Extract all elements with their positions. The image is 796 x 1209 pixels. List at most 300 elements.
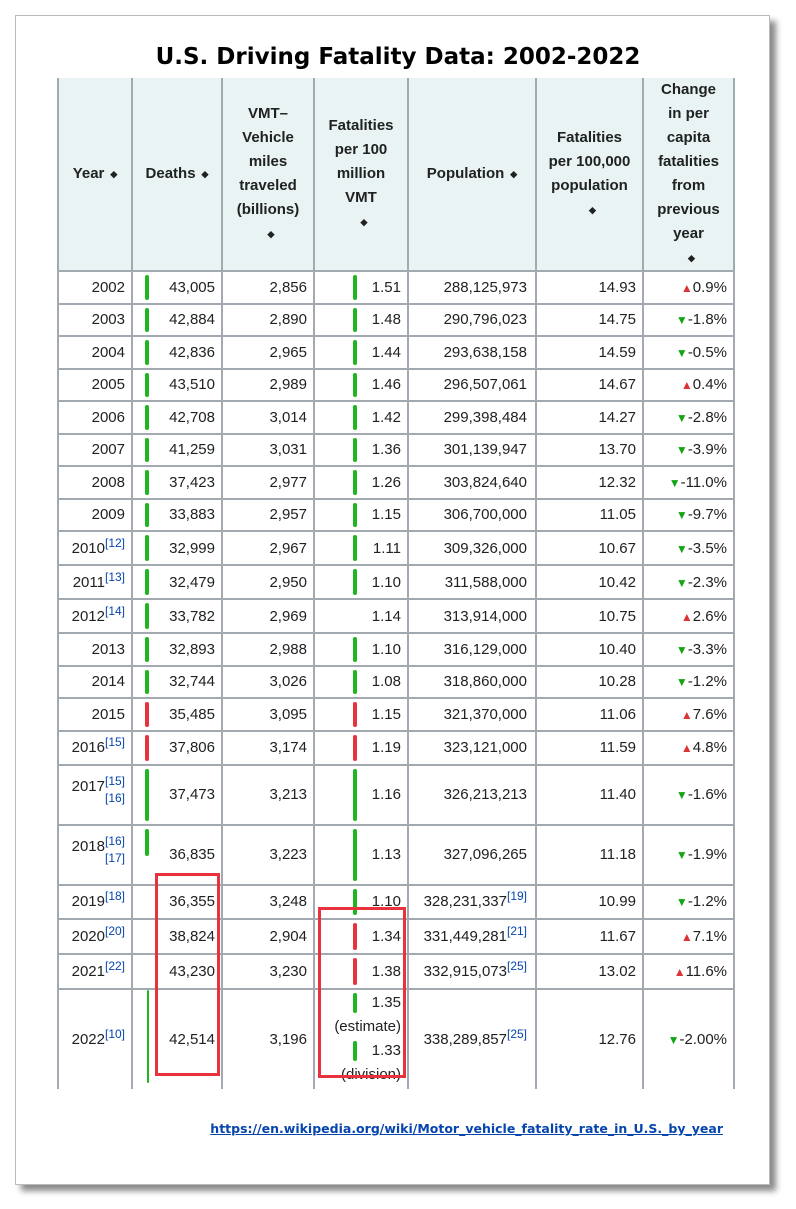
trend-bar-green (145, 637, 149, 662)
triangle-up-icon: ▲ (680, 707, 693, 722)
rate-value: 1.08 (371, 673, 401, 691)
rate-line: (estimate) (334, 1018, 401, 1036)
vmt-value: 3,026 (269, 673, 307, 691)
triangle-up-icon: ▲ (680, 741, 693, 756)
trend-bar-green (353, 405, 357, 430)
cell-year (58, 434, 132, 467)
deaths-value: 37,423 (169, 473, 215, 491)
column-header-population[interactable] (408, 78, 536, 271)
cell-population (408, 531, 536, 565)
sort-icon[interactable]: ◆ (110, 169, 118, 180)
cell-population (408, 466, 536, 499)
trend-bar-green (353, 535, 357, 561)
cell-population (408, 401, 536, 434)
cell-change (643, 565, 734, 599)
cell-change (643, 989, 734, 1089)
trend-bar-green (353, 340, 357, 365)
trend-bar-red (145, 702, 149, 727)
cell-vmt (222, 304, 314, 337)
cell-year (58, 919, 132, 954)
change-value: 0.4% (692, 376, 727, 394)
population-value: 327,096,265 (443, 846, 527, 864)
per-100k-value: 10.75 (598, 607, 636, 625)
population-value: 290,796,023 (443, 311, 527, 329)
deaths-value: 37,806 (169, 739, 215, 757)
cell-change (643, 885, 734, 919)
cell-vmt (222, 885, 314, 919)
per-100k-value: 11.06 (599, 705, 636, 723)
reference-link[interactable]: [20] (104, 923, 125, 938)
cell-population (408, 731, 536, 765)
cell-vmt (222, 499, 314, 532)
rate-value: 1.16 (371, 786, 401, 804)
population-value: 303,824,640 (443, 473, 527, 491)
cell-year (58, 599, 132, 633)
cell-vmt (222, 954, 314, 989)
rate-value: 1.15 (371, 506, 401, 524)
reference-link[interactable]: [25] (506, 1026, 527, 1041)
column-header-label: Deaths (145, 165, 196, 183)
per-100k-value: 11.59 (599, 739, 636, 757)
cell-vmt (222, 599, 314, 633)
cell-deaths (132, 666, 222, 699)
deaths-value: 37,473 (169, 786, 215, 804)
rate-value: 1.38 (371, 962, 401, 980)
per-100k-value: 12.32 (598, 473, 636, 491)
trend-bar-red (353, 702, 357, 727)
cell-per-100k (536, 825, 643, 885)
population-value: 296,507,061 (443, 376, 527, 394)
cell-vmt (222, 369, 314, 402)
per-100k-value: 13.70 (598, 441, 636, 459)
year-value: 2019 (71, 893, 105, 911)
vmt-value: 3,248 (269, 893, 307, 911)
vmt-value: 3,196 (269, 1030, 307, 1048)
sort-icon[interactable]: ◆ (589, 205, 596, 216)
cell-change (643, 499, 734, 532)
cell-population (408, 666, 536, 699)
cell-year (58, 466, 132, 499)
deaths-value: 33,883 (169, 506, 215, 524)
cell-population (408, 434, 536, 467)
rate-line: (division) (340, 1066, 401, 1084)
per-100k-value: 10.42 (598, 573, 636, 591)
triangle-down-icon: ▼ (675, 848, 688, 863)
sort-icon[interactable]: ◆ (267, 229, 275, 240)
cell-change (643, 336, 734, 369)
deaths-value: 42,884 (169, 311, 215, 329)
rate-value: 1.26 (371, 473, 401, 491)
rate-value: 1.15 (371, 705, 401, 723)
population-value: 301,139,947 (443, 441, 527, 459)
triangle-up-icon: ▲ (680, 609, 693, 624)
trend-bar-green (145, 340, 149, 365)
reference-link[interactable]: [22] (104, 958, 125, 973)
trend-bar-green (353, 438, 357, 463)
triangle-down-icon: ▼ (668, 475, 681, 490)
triangle-up-icon: ▲ (680, 378, 693, 393)
year-value: 2020 (71, 927, 105, 945)
cell-change (643, 765, 734, 825)
cell-per-100k (536, 633, 643, 666)
vmt-value: 2,969 (269, 607, 307, 625)
trend-bar-green (353, 670, 357, 695)
cell-deaths (132, 765, 222, 825)
trend-bar-green (145, 603, 149, 629)
cell-vmt (222, 731, 314, 765)
source-link[interactable]: https://en.wikipedia.org/wiki/Motor_vehicle_fatality_rate_in_U.S._by_year (210, 1121, 723, 1136)
cell-rate (314, 531, 408, 565)
cell-population (408, 765, 536, 825)
rate-value: 1.51 (371, 278, 401, 296)
reference-link[interactable]: [25] (506, 958, 527, 973)
per-100k-value: 14.67 (598, 376, 636, 394)
column-header-label: VMT–Vehicle miles traveled (billions) (236, 105, 300, 218)
vmt-value: 3,095 (269, 705, 307, 723)
trend-bar-green (145, 670, 149, 695)
cell-per-100k (536, 434, 643, 467)
cell-per-100k (536, 989, 643, 1089)
year-value: 2018 (71, 837, 105, 855)
column-header-year[interactable] (58, 78, 132, 271)
cell-population (408, 825, 536, 885)
cell-population (408, 885, 536, 919)
column-header-label: Fatalities per 100 million VMT (328, 117, 394, 206)
population-value: 306,700,000 (443, 506, 527, 524)
reference-link[interactable]: [16][17] (104, 833, 125, 865)
column-header-vmt[interactable] (222, 78, 314, 271)
year-value: 2010 (71, 539, 105, 557)
table-row (58, 336, 734, 369)
cell-deaths (132, 633, 222, 666)
cell-population (408, 271, 536, 304)
cell-year (58, 885, 132, 919)
year-value: 2021 (71, 962, 105, 980)
per-100k-value: 14.93 (598, 278, 636, 296)
trend-bar-green (145, 405, 149, 430)
cell-per-100k (536, 599, 643, 633)
cell-change (643, 466, 734, 499)
cell-rate (314, 666, 408, 699)
trend-bar-green (353, 470, 357, 495)
deaths-value: 43,005 (169, 278, 215, 296)
reference-link[interactable]: [19] (506, 889, 527, 904)
population-value: 321,370,000 (443, 705, 527, 723)
cell-year (58, 731, 132, 765)
cell-change (643, 666, 734, 699)
triangle-down-icon: ▼ (675, 345, 688, 360)
rate-value: 1.11 (372, 539, 401, 557)
change-value: 7.6% (692, 705, 727, 723)
cell-vmt (222, 271, 314, 304)
triangle-up-icon: ▲ (680, 929, 693, 944)
vmt-value: 3,174 (269, 739, 307, 757)
triangle-down-icon: ▼ (675, 313, 688, 328)
cell-rate (314, 731, 408, 765)
rate-value: 1.46 (371, 376, 401, 394)
cell-vmt (222, 401, 314, 434)
reference-link[interactable]: [12] (104, 535, 125, 550)
deaths-value: 32,999 (169, 539, 215, 557)
change-value: -3.3% (687, 640, 727, 658)
cell-deaths (132, 565, 222, 599)
cell-rate (314, 304, 408, 337)
cell-rate (314, 336, 408, 369)
per-100k-value: 10.40 (598, 640, 636, 658)
rate-value: 1.19 (371, 739, 401, 757)
column-header-per-100k[interactable] (536, 78, 643, 271)
population-value: 316,129,000 (443, 640, 527, 658)
cell-per-100k (536, 765, 643, 825)
cell-change (643, 825, 734, 885)
cell-per-100k (536, 304, 643, 337)
change-value: -2.8% (687, 408, 727, 426)
year-value: 2005 (91, 376, 125, 394)
cell-change (643, 401, 734, 434)
cell-per-100k (536, 466, 643, 499)
cell-rate (314, 466, 408, 499)
vmt-value: 2,904 (269, 927, 307, 945)
triangle-down-icon: ▼ (675, 788, 688, 803)
cell-per-100k (536, 499, 643, 532)
year-value: 2015 (91, 705, 125, 723)
deaths-value: 33,782 (169, 607, 215, 625)
table-row (58, 466, 734, 499)
change-value: -1.8% (687, 311, 727, 329)
sort-icon[interactable]: ◆ (510, 169, 518, 180)
column-header-change[interactable] (643, 78, 734, 271)
cell-change (643, 531, 734, 565)
change-value: 7.1% (692, 927, 727, 945)
per-100k-value: 11.67 (599, 927, 636, 945)
cell-vmt (222, 633, 314, 666)
table-row (58, 765, 734, 825)
trend-bar-green (145, 373, 149, 398)
column-header-rate[interactable] (314, 78, 408, 271)
cell-year (58, 369, 132, 402)
sort-icon[interactable]: ◆ (201, 169, 209, 180)
page-title: U.S. Driving Fatality Data: 2002-2022 (155, 44, 641, 70)
cell-change (643, 434, 734, 467)
year-value: 2013 (91, 640, 125, 658)
trend-bar-green (145, 470, 149, 495)
table-row (58, 401, 734, 434)
column-header-deaths[interactable] (132, 78, 222, 271)
trend-bar-green (145, 569, 149, 595)
deaths-value: 32,893 (169, 640, 215, 658)
reference-link[interactable]: [10] (104, 1026, 125, 1041)
cell-rate (314, 369, 408, 402)
rate-value: 1.14 (371, 607, 401, 625)
cell-per-100k (536, 731, 643, 765)
cell-population (408, 336, 536, 369)
cell-population (408, 633, 536, 666)
trend-bar-red (145, 735, 149, 761)
cell-vmt (222, 765, 314, 825)
change-value: -11.0% (680, 473, 727, 491)
vmt-value: 2,965 (269, 343, 307, 361)
year-value: 2004 (91, 343, 125, 361)
cell-change (643, 731, 734, 765)
vmt-value: 2,856 (269, 278, 307, 296)
table-row (58, 633, 734, 666)
population-value: 299,398,484 (443, 408, 527, 426)
cell-vmt (222, 698, 314, 731)
cell-rate (314, 825, 408, 885)
vmt-value: 2,950 (269, 573, 307, 591)
cell-rate (314, 565, 408, 599)
cell-deaths (132, 499, 222, 532)
trend-bar-green (145, 769, 149, 821)
cell-population (408, 698, 536, 731)
reference-link[interactable]: [15][16] (104, 773, 125, 805)
vmt-value: 3,230 (269, 962, 307, 980)
per-100k-value: 14.27 (598, 408, 636, 426)
cell-year (58, 401, 132, 434)
table-row (58, 304, 734, 337)
cell-change (643, 271, 734, 304)
table-row (58, 271, 734, 304)
year-value: 2007 (91, 441, 125, 459)
reference-link[interactable]: [15] (104, 735, 125, 750)
cell-year (58, 499, 132, 532)
cell-rate (314, 633, 408, 666)
cell-deaths (132, 466, 222, 499)
cell-per-100k (536, 666, 643, 699)
cell-deaths (132, 401, 222, 434)
cell-year (58, 698, 132, 731)
change-value: 11.6% (685, 962, 727, 980)
change-value: -3.9% (687, 441, 727, 459)
deaths-value: 41,259 (169, 441, 215, 459)
trend-bar-green (353, 829, 357, 881)
cell-population (408, 304, 536, 337)
deaths-value: 43,230 (169, 962, 215, 980)
deaths-value: 32,479 (169, 573, 215, 591)
rate-value: 1.34 (371, 927, 401, 945)
trend-bar-green (145, 535, 149, 561)
cell-per-100k (536, 565, 643, 599)
triangle-down-icon: ▼ (675, 443, 688, 458)
cell-rate (314, 401, 408, 434)
triangle-up-icon: ▲ (680, 280, 693, 295)
change-value: -2.00% (679, 1030, 727, 1048)
trend-bar-green (145, 829, 149, 856)
table-row (58, 369, 734, 402)
table-row (58, 434, 734, 467)
highlight-box-rate (318, 907, 406, 1078)
cell-population (408, 599, 536, 633)
cell-rate (314, 599, 408, 633)
change-value: -1.2% (687, 893, 727, 911)
cell-deaths (132, 336, 222, 369)
year-value: 2012 (71, 607, 105, 625)
per-100k-value: 12.76 (598, 1030, 636, 1048)
cell-change (643, 304, 734, 337)
vmt-value: 2,989 (269, 376, 307, 394)
cell-deaths (132, 599, 222, 633)
population-value: 326,213,213 (443, 786, 527, 804)
sort-icon[interactable]: ◆ (360, 217, 368, 228)
year-value: 2006 (91, 408, 125, 426)
reference-link[interactable]: [13] (104, 569, 125, 584)
rate-value: 1.10 (371, 640, 401, 658)
cell-vmt (222, 565, 314, 599)
trend-bar-green (353, 275, 357, 300)
year-value: 2008 (91, 473, 125, 491)
rate-value: 1.13 (371, 846, 401, 864)
cell-year (58, 666, 132, 699)
population-value: 331,449,281 (423, 927, 507, 945)
year-value: 2016 (71, 739, 105, 757)
trend-bar-green (145, 503, 149, 528)
reference-link[interactable]: [21] (506, 923, 527, 938)
per-100k-value: 14.75 (598, 311, 636, 329)
year-value: 2003 (91, 311, 125, 329)
trend-bar-green (353, 308, 357, 333)
deaths-value: 36,355 (169, 893, 215, 911)
population-value: 288,125,973 (443, 278, 527, 296)
cell-rate (314, 698, 408, 731)
vmt-value: 2,967 (269, 539, 307, 557)
vmt-value: 3,223 (269, 846, 307, 864)
triangle-down-icon: ▼ (675, 642, 688, 657)
year-value: 2002 (91, 278, 125, 296)
cell-year (58, 304, 132, 337)
vmt-value: 2,957 (269, 506, 307, 524)
per-100k-value: 11.18 (599, 846, 636, 864)
cell-year (58, 531, 132, 565)
per-100k-value: 14.59 (598, 343, 636, 361)
change-value: 0.9% (692, 278, 727, 296)
cell-population (408, 989, 536, 1089)
population-value: 318,860,000 (443, 673, 527, 691)
cell-per-100k (536, 919, 643, 954)
triangle-up-icon: ▲ (673, 964, 686, 979)
table-row (58, 531, 734, 565)
table-row (58, 731, 734, 765)
trend-bar-green (353, 569, 357, 595)
cell-rate (314, 499, 408, 532)
reference-link[interactable]: [14] (104, 603, 125, 618)
cell-population (408, 565, 536, 599)
cell-per-100k (536, 954, 643, 989)
per-100k-value: 10.28 (598, 673, 636, 691)
rate-value: 1.36 (371, 441, 401, 459)
deaths-value: 43,510 (169, 376, 215, 394)
reference-link[interactable]: [18] (104, 889, 125, 904)
rate-value: 1.10 (371, 573, 401, 591)
cell-population (408, 499, 536, 532)
table-row (58, 499, 734, 532)
trend-bar-green (145, 275, 149, 300)
cell-population (408, 369, 536, 402)
vmt-value: 2,890 (269, 311, 307, 329)
change-value: 4.8% (692, 739, 727, 757)
vmt-value: 3,031 (269, 441, 307, 459)
population-value: 323,121,000 (443, 739, 527, 757)
change-value: -0.5% (687, 343, 727, 361)
column-header-label: Change in per capita fatalities from previous year (657, 81, 720, 242)
per-100k-value: 11.05 (599, 506, 636, 524)
cell-rate (314, 271, 408, 304)
sort-icon[interactable]: ◆ (688, 253, 695, 264)
cell-year (58, 954, 132, 989)
deaths-value: 42,514 (169, 1030, 215, 1048)
vmt-value: 3,014 (269, 408, 307, 426)
triangle-down-icon: ▼ (675, 508, 688, 523)
cell-rate (314, 765, 408, 825)
